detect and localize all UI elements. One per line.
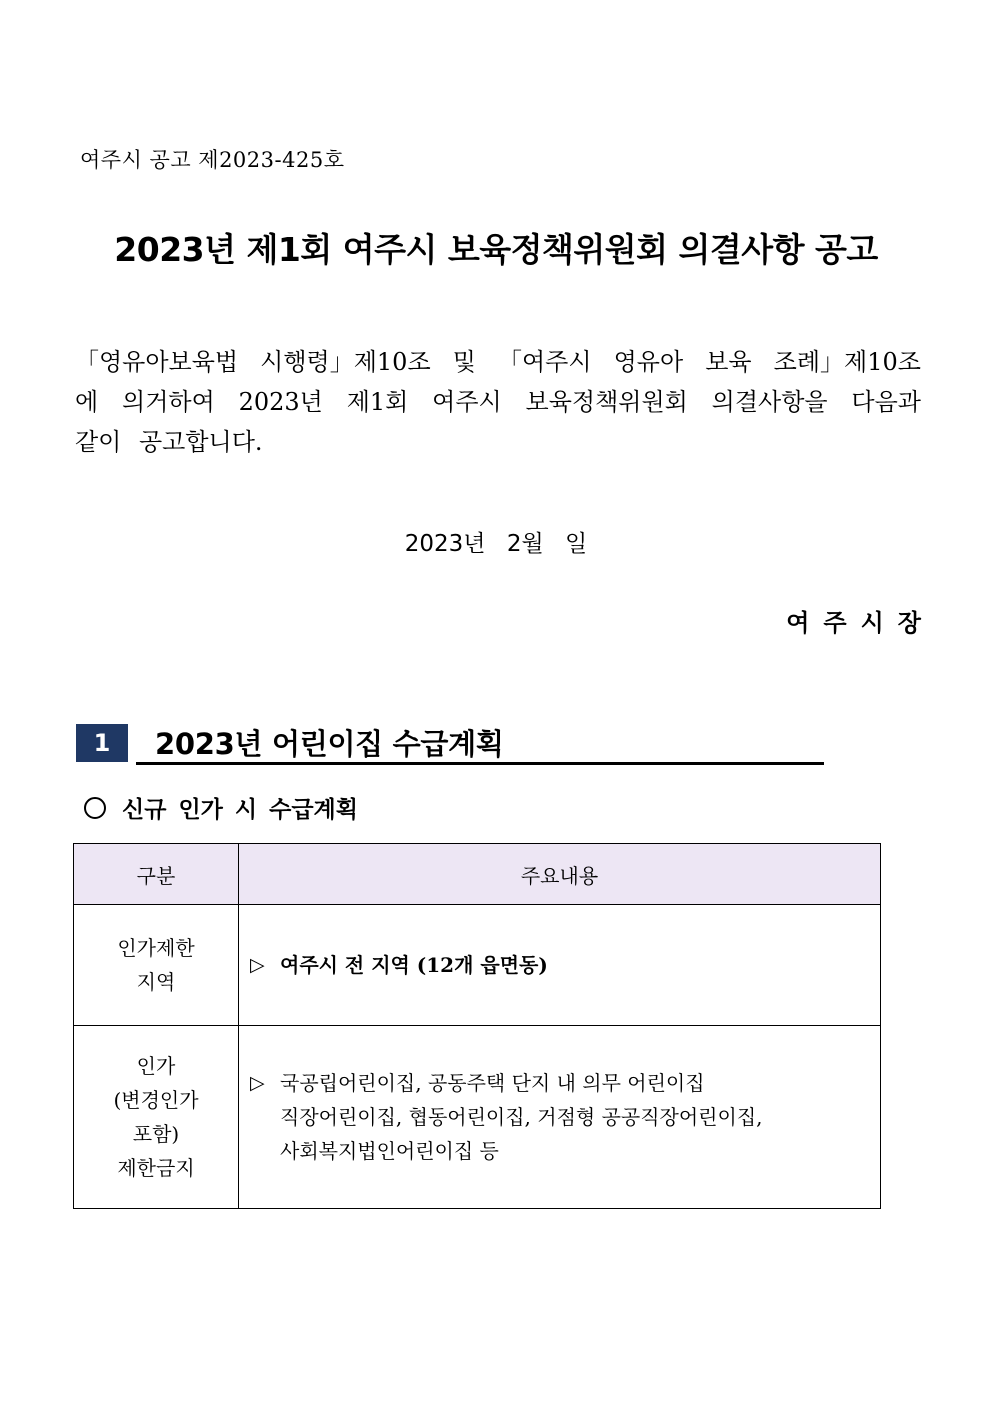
page-title: 2023년 제1회 여주시 보육정책위원회 의결사항 공고 xyxy=(114,230,878,269)
section-number-badge: 1 xyxy=(76,724,128,762)
table-header-content: 주요내용 xyxy=(239,844,881,905)
category-cell xyxy=(74,905,239,1026)
body-word: 의결사항을 xyxy=(711,388,828,416)
body-word: 보육정책위원회 xyxy=(525,388,688,416)
bullet-text: 여주시 전 지역 (12개 읍면동) xyxy=(280,953,548,977)
body-word: 및 xyxy=(452,348,476,376)
issuer-name: 여주시장 xyxy=(786,608,935,637)
table-header-row xyxy=(74,844,881,905)
category-line: (변경인가 xyxy=(113,1088,199,1112)
bullet-item xyxy=(250,1066,870,1100)
content-cell xyxy=(239,905,881,1026)
subsection-heading xyxy=(84,791,358,824)
table-header-category: 구분 xyxy=(74,844,239,905)
body-line-2 xyxy=(75,382,921,422)
category-line: 인가 xyxy=(136,1054,176,1078)
triangle-right-icon: ▷ xyxy=(250,1072,265,1094)
supply-plan-table xyxy=(73,843,881,1209)
body-word: 영유아 xyxy=(613,348,684,376)
body-word: 여주시 xyxy=(432,388,502,416)
triangle-right-icon: ▷ xyxy=(250,954,265,976)
body-word: 「여주시 xyxy=(497,348,592,376)
subsection-title: 신규 인가 시 수급계획 xyxy=(122,796,358,823)
body-word: 「영유아보육법 xyxy=(75,348,239,376)
bullet-continuation: 직장어린이집, 협동어린이집, 거점형 공공직장어린이집, xyxy=(280,1105,763,1129)
bullet-text: 국공립어린이집, 공동주택 단지 내 의무 어린이집 xyxy=(280,1071,705,1095)
body-word: 제1회 xyxy=(346,388,409,416)
category-cell xyxy=(74,1026,239,1209)
bullet-continuation: 사회복지법인어린이집 등 xyxy=(280,1139,499,1163)
category-line: 제한금지 xyxy=(117,1156,195,1180)
body-word: 보육 xyxy=(705,348,752,376)
body-word: 에 xyxy=(75,388,99,416)
body-word: 의거하여 xyxy=(122,388,215,416)
bullet-item xyxy=(250,948,870,982)
body-word: 조례」제10조 xyxy=(773,348,921,376)
table-row xyxy=(74,905,881,1026)
body-line-1 xyxy=(75,342,921,382)
category-line: 지역 xyxy=(136,970,176,994)
category-line: 포함) xyxy=(132,1122,180,1146)
body-word: 2023년 xyxy=(238,388,323,416)
announcement-date: 2023년 2월 일 xyxy=(404,531,588,557)
content-cell xyxy=(239,1026,881,1209)
notice-number: 여주시 공고 제2023-425호 xyxy=(80,148,345,172)
table-row xyxy=(74,1026,881,1209)
body-word: 다음과 xyxy=(851,388,921,416)
announcement-body xyxy=(75,342,921,462)
section-title: 2023년 어린이집 수급계획 xyxy=(155,727,504,761)
body-word: 시행령」제10조 xyxy=(260,348,431,376)
circle-icon xyxy=(84,797,106,819)
category-line: 인가제한 xyxy=(117,936,195,960)
section-underline xyxy=(136,762,824,765)
body-line-3: 같이 공고합니다. xyxy=(75,428,263,456)
